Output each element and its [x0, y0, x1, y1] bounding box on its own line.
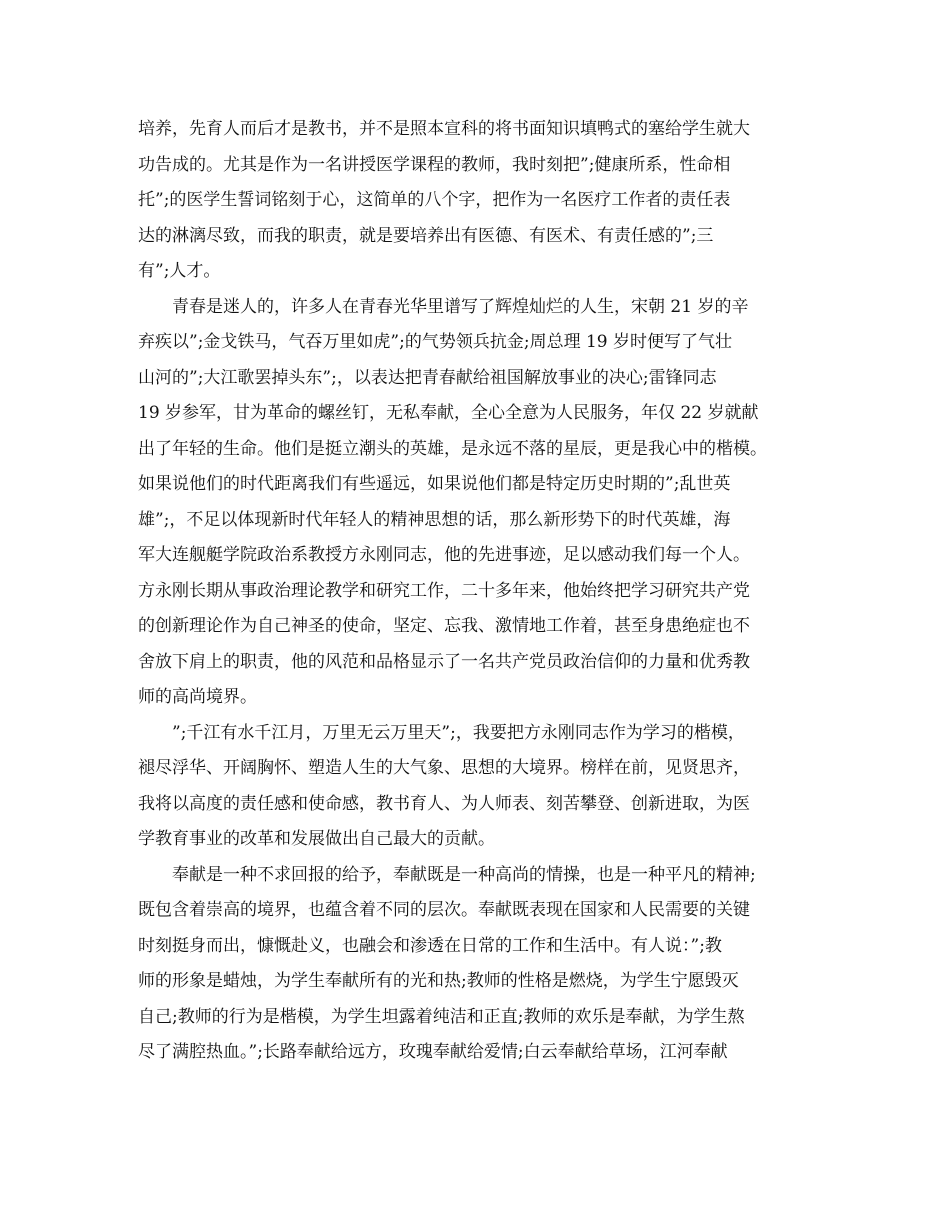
- text-line: 师的形象是蜡烛，为学生奉献所有的光和热;教师的性格是燃烧，为学生宁愿毁灭: [138, 971, 739, 991]
- text-line: 山河的”;大江歌罢掉头东”;，以表达把青春献给祖国解放事业的决心;雷锋同志: [138, 367, 717, 388]
- text-line: 褪尽浮华、开阔胸怀、塑造人生的大气象、思想的大境界。榜样在前，见贤思齐，: [138, 758, 750, 778]
- text-line: 出了年轻的生命。他们是挺立潮头的英雄，是永远不落的星辰，更是我心中的楷模。: [138, 438, 767, 459]
- text-line: 如果说他们的时代距离我们有些遥远，如果说他们都是特定历史时期的”;乱世英: [138, 474, 731, 494]
- text-line: 培养，先育人而后才是教书，并不是照本宣科的将书面知识填鸭式的塞给学生就大: [138, 119, 750, 139]
- text-line: 我将以高度的责任感和使命感，教书育人、为人师表、刻苦攀登、创新进取，为医: [138, 793, 750, 814]
- paragraph-first-line: 奉献是一种不求回报的给予，奉献既是一种高尚的情操，也是一种平凡的精神;: [172, 864, 756, 885]
- text-line: 军大连舰艇学院政治系教授方永刚同志，他的先进事迹，足以感动我们每一个人。: [138, 545, 750, 565]
- text-line: 师的高尚境界。: [138, 687, 257, 707]
- text-line: 有”;人才。: [138, 261, 221, 281]
- text-line: 舍放下肩上的职责，他的风范和品格显示了一名共产党员政治信仰的力量和优秀教: [138, 651, 750, 672]
- text-line: 学教育事业的改革和发展做出自己最大的贡献。: [138, 829, 495, 849]
- text-line: 方永刚长期从事政治理论教学和研究工作，二十多年来，他始终把学习研究共产党: [138, 580, 750, 601]
- text-line: 尽了满腔热血。”;长路奉献给远方，玫瑰奉献给爱情;白云奉献给草场，江河奉献: [138, 1042, 728, 1062]
- paragraph-first-line: 青春是迷人的，许多人在青春光华里谱写了辉煌灿烂的人生，宋朝 21 岁的辛: [172, 296, 749, 317]
- text-line: 功告成的。尤其是作为一名讲授医学课程的教师，我时刻把”;健康所系，性命相: [138, 154, 731, 175]
- text-line: 既包含着崇高的境界，也蕴含着不同的层次。奉献既表现在国家和人民需要的关键: [138, 900, 750, 920]
- paragraph-first-line: ”;千江有水千江月，万里无云万里天”;，我要把方永刚同志作为学习的楷模，: [172, 722, 745, 743]
- text-line: 雄”;，不足以体现新时代年轻人的精神思想的话，那么新形势下的时代英雄，海: [138, 509, 731, 530]
- text-line: 托”;的医学生誓词铭刻于心，这简单的八个字，把作为一名医疗工作者的责任表: [138, 190, 731, 210]
- text-line: 自己;教师的行为是楷模，为学生坦露着纯洁和正直;教师的欢乐是奉献，为学生熬: [138, 1006, 745, 1027]
- text-line: 弃疾以”;金戈铁马，气吞万里如虎”;的气势领兵抗金;周总理 19 岁时便写了气壮: [138, 332, 733, 352]
- text-line: 的创新理论作为自己神圣的使命，坚定、忘我、激情地工作着，甚至身患绝症也不: [138, 616, 750, 636]
- body-text: [138, 112, 828, 1071]
- text-line: 时刻挺身而出，慷慨赴义，也融会和渗透在日常的工作和生活中。有人说：”;教: [138, 935, 722, 956]
- text-line: 达的淋漓尽致，而我的职责，就是要培养出有医德、有医术、有责任感的”;三: [138, 225, 714, 246]
- text-line: 19 岁参军，甘为革命的螺丝钉，无私奉献，全心全意为人民服务，年仅 22 岁就献: [138, 403, 759, 423]
